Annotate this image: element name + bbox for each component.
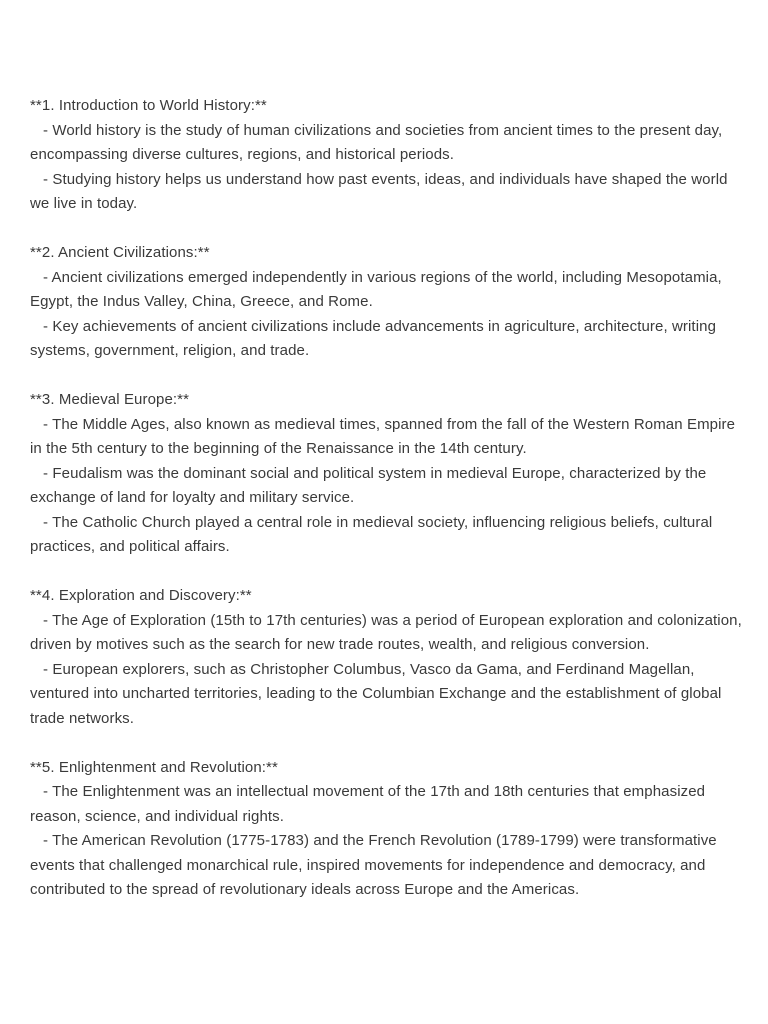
bullet-item: - The Catholic Church played a central role in medieval society, influencing religious beliefs, cultural practices, and political affairs.: [30, 513, 713, 555]
bullet-item: - Key achievements of ancient civilizations include advancements in agriculture, architecture, writing systems, government, religion, and trade.: [30, 317, 717, 359]
bullet-item: - Feudalism was the dominant social and political system in medieval Europe, characterized by the exchange of land for loyalty and military service.: [30, 464, 707, 506]
section-medieval-europe: [30, 388, 742, 560]
bullet-item: - The Age of Exploration (15th to 17th centuries) was a period of European exploration and colonization, driven by motives such as the search for new trade routes, wealth, and religious conversion.: [30, 611, 742, 653]
document-body: [30, 94, 742, 927]
bullet-item: - Studying history helps us understand how past events, ideas, and individuals have shaped the world we live in today.: [30, 170, 728, 212]
bullet-item: - The Middle Ages, also known as medieval times, spanned from the fall of the Western Roman Empire in the 5th century to the beginning of the Renaissance in the 14th century.: [30, 415, 736, 457]
bullet-item: - World history is the study of human civilizations and societies from ancient times to the present day, encompassing diverse cultures, regions, and historical periods.: [30, 121, 723, 163]
section-heading: **1. Introduction to World History:**: [30, 97, 267, 114]
section-heading: **5. Enlightenment and Revolution:**: [30, 758, 278, 776]
section-introduction: [30, 94, 742, 217]
section-heading: **4. Exploration and Discovery:**: [30, 587, 252, 604]
section-heading: **3. Medieval Europe:**: [30, 391, 190, 408]
section-enlightenment-revolution: [30, 756, 742, 903]
bullet-item: - Ancient civilizations emerged independently in various regions of the world, including Mesopotamia, Egypt, the Indus Valley, China, Greece, and Rome.: [30, 268, 722, 310]
section-ancient-civilizations: [30, 241, 742, 364]
bullet-item: - European explorers, such as Christopher Columbus, Vasco da Gama, and Ferdinand Magellan, ventured into uncharted territories, leading to the Columbian Exchange and the establishment of global trade networks.: [30, 660, 722, 727]
bullet-item: - The Enlightenment was an intellectual movement of the 17th and 18th centuries that emphasized reason, science, and individual rights.: [30, 783, 706, 825]
bullet-item: - The American Revolution (1775-1783) and the French Revolution (1789-1799) were transformative events that challenged monarchical rule, inspired movements for independence and democracy, and contributed to the spread of revolutionary ideals across Europe and the Americas.: [30, 832, 717, 898]
section-heading: **2. Ancient Civilizations:**: [30, 244, 210, 261]
section-exploration-discovery: [30, 584, 742, 731]
